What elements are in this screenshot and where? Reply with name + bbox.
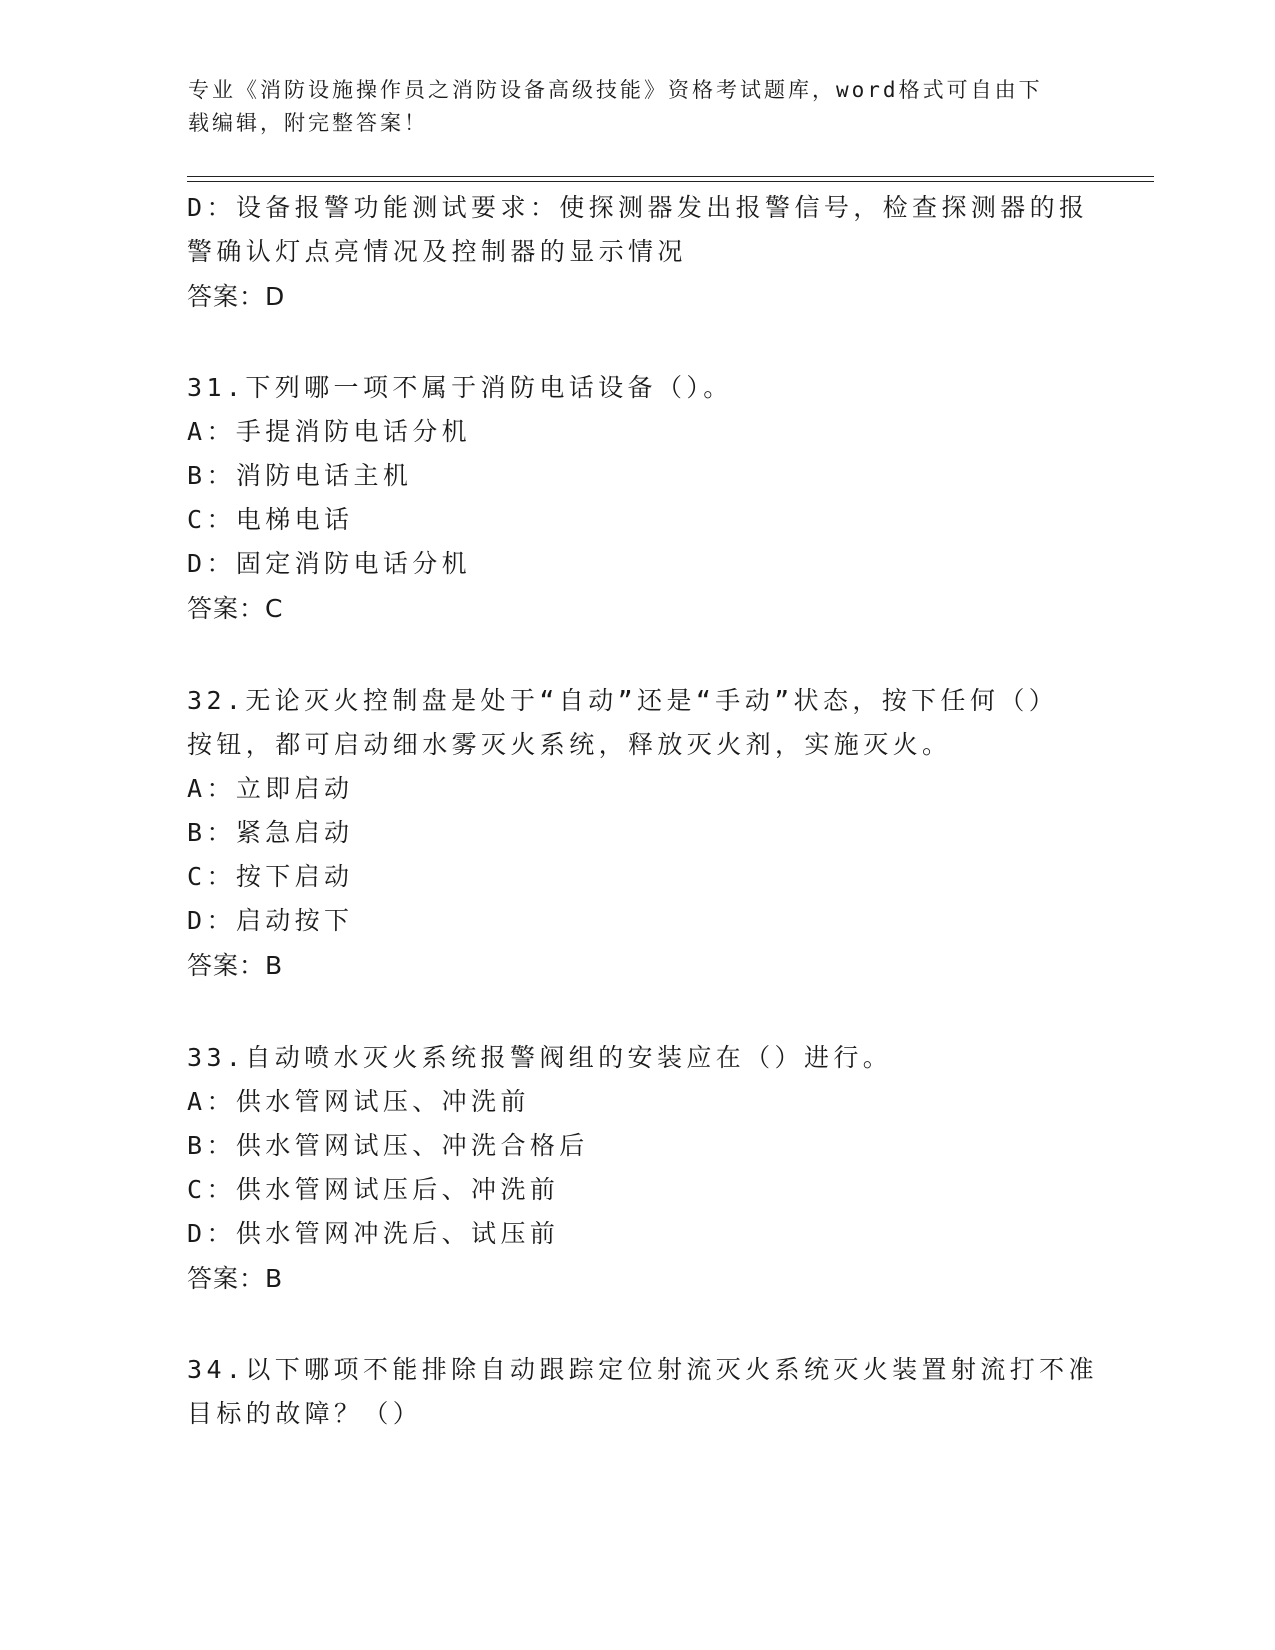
question-32-stem-line-1: 32.无论灭火控制盘是处于“自动”还是“手动”状态，按下任何（） [187,686,1059,715]
question-31-stem: 31.下列哪一项不属于消防电话设备（）。 [187,373,733,402]
question-33-option-d: D：供水管网冲洗后、试压前 [187,1219,560,1248]
header-divider-bottom [187,181,1154,182]
question-33-option-c: C：供水管网试压后、冲洗前 [187,1175,560,1204]
prev-answer: 答案：D [187,282,286,311]
question-31-option-a: A：手提消防电话分机 [187,417,472,446]
prev-option-d-line-1: D：设备报警功能测试要求：使探测器发出报警信号，检查探测器的报 [187,193,1089,222]
question-32-option-a: A：立即启动 [187,774,354,803]
question-31-answer: 答案：C [187,594,284,623]
question-34-stem-line-1: 34.以下哪项不能排除自动跟踪定位射流灭火系统灭火装置射流打不准 [187,1355,1098,1384]
page-header [188,74,1068,140]
question-32-option-d: D：启动按下 [187,906,354,935]
question-31-option-d: D：固定消防电话分机 [187,549,472,578]
question-31-option-b: B：消防电话主机 [187,461,413,490]
header-divider-top [187,176,1154,177]
prev-option-d-line-2: 警确认灯点亮情况及控制器的显示情况 [187,237,687,266]
question-32-option-b: B：紧急启动 [187,818,354,847]
question-33-stem: 33.自动喷水灭火系统报警阀组的安装应在（）进行。 [187,1043,893,1072]
question-34-stem-line-2: 目标的故障？（） [187,1399,423,1428]
question-33-option-b: B：供水管网试压、冲洗合格后 [187,1131,589,1160]
question-32-stem-line-2: 按钮，都可启动细水雾灭火系统，释放灭火剂，实施灭火。 [187,730,952,759]
question-33-answer: 答案：B [187,1264,284,1293]
header-line-1: 专业《消防设施操作员之消防设备高级技能》资格考试题库，word格式可自由下 [188,78,1043,102]
header-line-2: 载编辑，附完整答案！ [188,111,428,135]
question-31-option-c: C：电梯电话 [187,505,354,534]
question-32-answer: 答案：B [187,951,284,980]
question-33-option-a: A：供水管网试压、冲洗前 [187,1087,530,1116]
question-32-option-c: C：按下启动 [187,862,354,891]
